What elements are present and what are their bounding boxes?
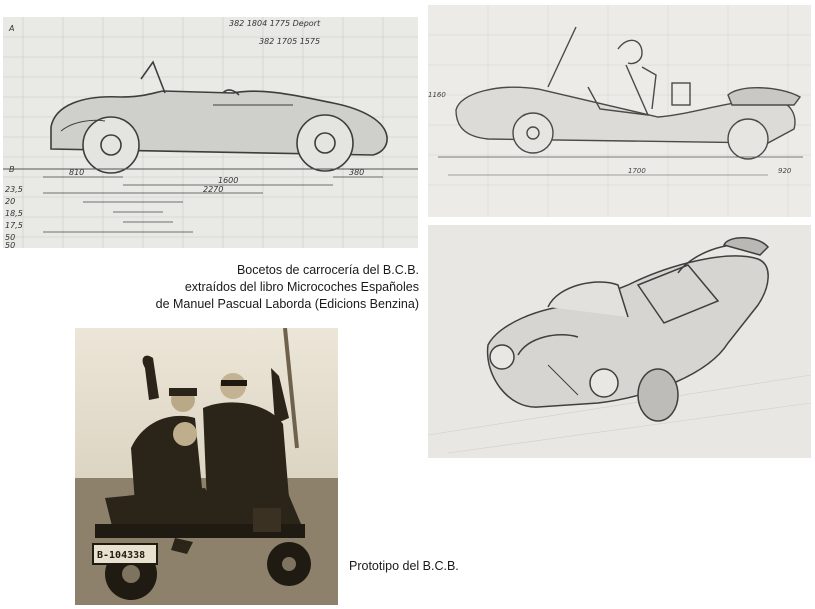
- roadster-outline: [51, 62, 387, 173]
- prototype-caption: Prototipo del B.C.B.: [349, 559, 459, 573]
- dim-rear: 920: [778, 167, 792, 175]
- perspective-drawing: [428, 225, 811, 458]
- prototype-photo: [75, 328, 338, 605]
- license-plate-text: B-104338: [97, 550, 146, 561]
- microcar-outline: [456, 27, 800, 159]
- caption-line-1: Bocetos de carrocería del B.C.B.: [236, 263, 419, 277]
- scale-5: 18,5: [5, 209, 23, 218]
- top-note-1: 382 1804 1775 Deport: [229, 19, 321, 28]
- dim-label-2: 1600: [218, 176, 239, 185]
- perspective-car-outline: [488, 238, 769, 421]
- dim-label-1: 810: [69, 168, 85, 177]
- scale-1: A: [9, 24, 15, 33]
- blueprint-sketch: [3, 17, 418, 248]
- scale-3: 23,5: [5, 185, 23, 194]
- dim-label-4: 380: [349, 168, 365, 177]
- sketches-caption: [156, 262, 419, 313]
- dim-height: 1160: [428, 91, 446, 99]
- caption-line-3: de Manuel Pascual Laborda (Edicions Benzina): [155, 297, 419, 311]
- dim-length: 1700: [628, 167, 646, 175]
- scale-7: 50: [5, 233, 16, 242]
- dim-label-3: 2270: [203, 185, 224, 194]
- scale-2: B: [9, 165, 15, 174]
- scale-4: 20: [5, 197, 16, 206]
- side-view-drawing: [428, 5, 811, 217]
- prototype-photo-image: [75, 328, 338, 605]
- scale-6: 17,5: [5, 221, 23, 230]
- perspective-sketch: [428, 225, 811, 458]
- top-note-2: 382 1705 1575: [259, 37, 321, 46]
- scale-8: 50: [5, 241, 16, 248]
- blueprint-drawing: [3, 17, 418, 248]
- caption-line-2: extraídos del libro Microcoches Españoles: [184, 280, 419, 294]
- license-plate: [93, 544, 157, 564]
- side-view-sketch: [428, 5, 811, 217]
